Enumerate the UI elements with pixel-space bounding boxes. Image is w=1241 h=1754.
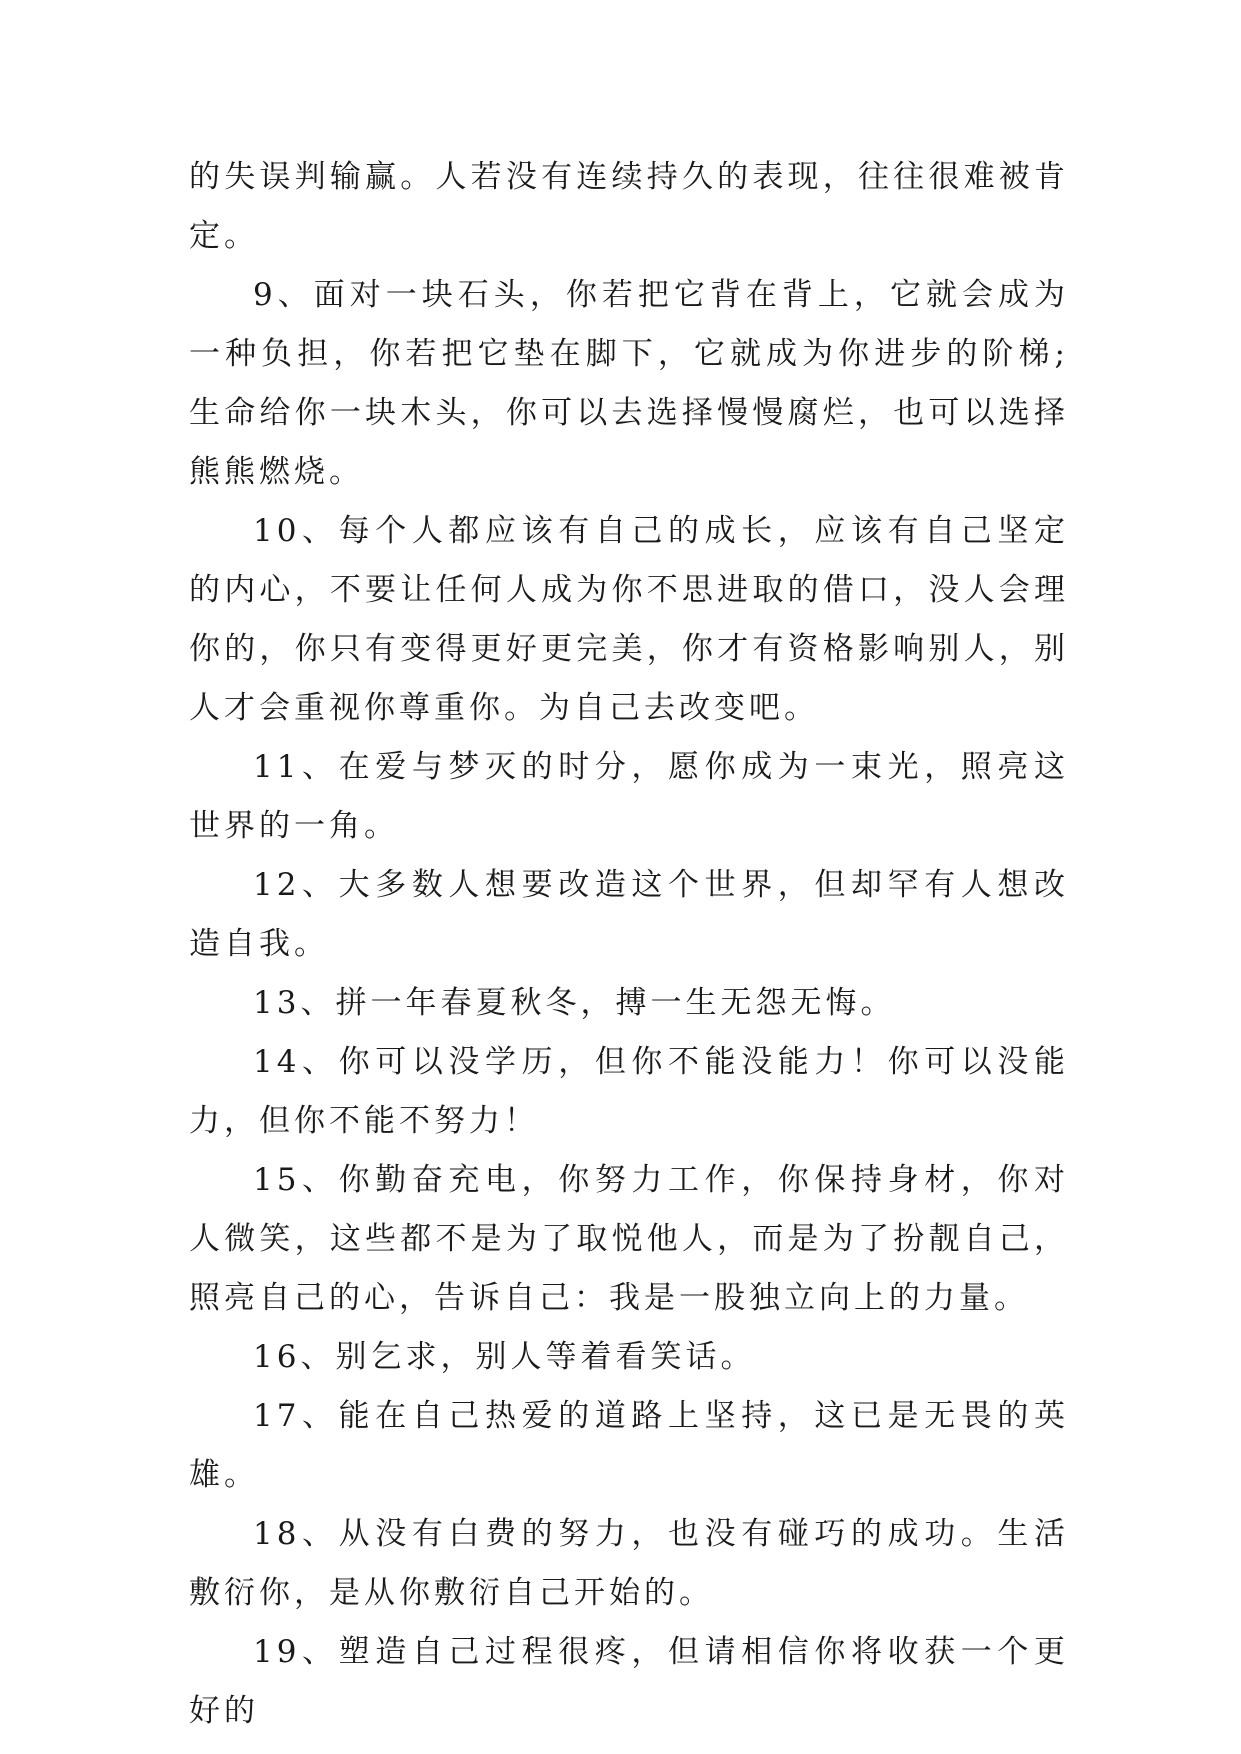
paragraph-11: 11、在爱与梦灭的时分，愿你成为一束光，照亮这世界的一角。 <box>189 749 1069 844</box>
paragraph-13: 13、拼一年春夏秋冬，搏一生无怨无悔。 <box>253 985 896 1021</box>
paragraph-12: 12、大多数人想要改造这个世界，但却罕有人想改造自我。 <box>189 867 1069 962</box>
paragraph-continued: 的失误判输赢。人若没有连续持久的表现，往往很难被肯定。 <box>189 159 1069 254</box>
paragraph-18: 18、从没有白费的努力，也没有碰巧的成功。生活敷衍你，是从你敷衍自己开始的。 <box>189 1516 1069 1611</box>
paragraph-9: 9、面对一块石头，你若把它背在背上，它就会成为一种负担，你若把它垫在脚下，它就成为你进步的阶梯;生命给你一块木头，你可以去选择慢慢腐烂，也可以选择熊熊燃烧。 <box>189 277 1069 490</box>
paragraph-17: 17、能在自己热爱的道路上坚持，这已是无畏的英雄。 <box>189 1398 1069 1493</box>
paragraph-15: 15、你勤奋充电，你努力工作，你保持身材，你对人微笑，这些都不是为了取悦他人，而是为了扮靓自己，照亮自己的心，告诉自己：我是一股独立向上的力量。 <box>189 1162 1069 1316</box>
paragraph-19: 19、塑造自己过程很疼，但请相信你将收获一个更好的 <box>189 1634 1069 1729</box>
paragraph-14: 14、你可以没学历，但你不能没能力！你可以没能力，但你不能不努力！ <box>189 1044 1069 1139</box>
paragraph-16: 16、别乞求，别人等着看笑话。 <box>253 1339 756 1375</box>
document-body <box>189 148 1069 1741</box>
paragraph-10: 10、每个人都应该有自己的成长，应该有自己坚定的内心，不要让任何人成为你不思进取的借口，没人会理你的，你只有变得更好更完美，你才有资格影响别人，别人才会重视你尊重你。为自己去改变吧。 <box>189 513 1069 726</box>
